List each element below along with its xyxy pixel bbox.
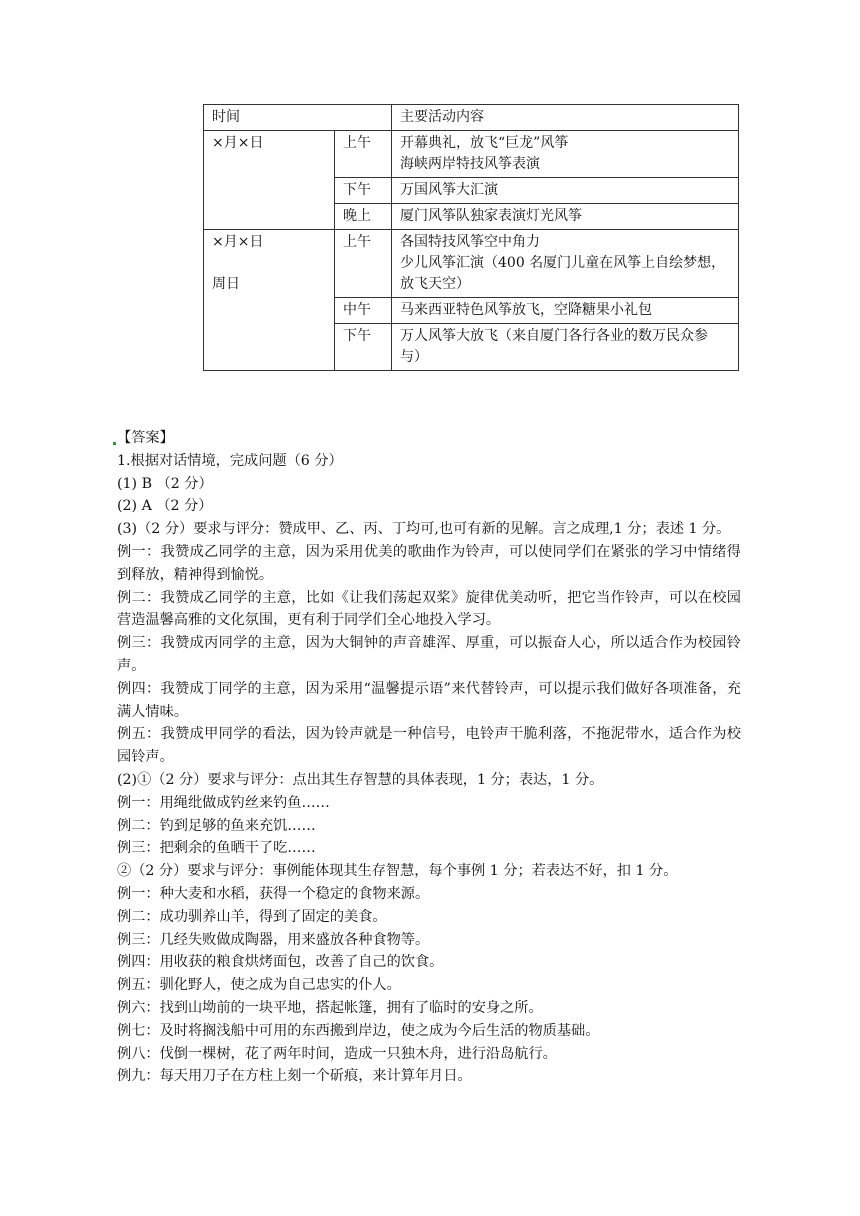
answer-paragraph: 例三：我赞成丙同学的主意，因为大铜钟的声音雄浑、厚重，可以振奋人心，所以适合作为校园铃声。: [117, 635, 741, 674]
activity-line: 开幕典礼，放飞“巨龙”风筝: [400, 135, 569, 151]
activity-line: 放飞天空）: [400, 276, 470, 292]
time-slot: 上午: [335, 131, 392, 178]
activity-line: 马来西亚特色风筝放飞，空降糖果小礼包: [400, 302, 652, 318]
activity-cell: [392, 324, 739, 371]
answer-paragraph: 例五：驯化野人，使之成为自己忠实的仆人。: [117, 977, 401, 994]
answer-paragraph: 例一：种大麦和水稻，获得一个稳定的食物来源。: [117, 885, 430, 902]
answer-heading-line: [117, 427, 741, 450]
day-date-cell: [204, 230, 335, 371]
answer-section: [117, 427, 741, 1088]
answer-paragraph: (3)（2 分）要求与评分：赞成甲、乙、丙、丁均可,也可有新的见解。言之成理,1 分；表述 1 分。: [117, 521, 731, 538]
answer-lines: [117, 450, 741, 1088]
header-content: 主要活动内容: [392, 105, 739, 131]
activity-cell: [392, 178, 739, 204]
activity-line: 少儿风筝汇演（400 名厦门儿童在风筝上自绘梦想，: [400, 255, 726, 271]
day-weekday: 周日: [212, 276, 240, 292]
answer-paragraph: 例三：把剩余的鱼晒干了吃……: [117, 840, 316, 857]
answer-paragraph: 例九：每天用刀子在方柱上刻一个斫痕，来计算年月日。: [117, 1068, 472, 1085]
answer-paragraph: 例一：我赞成乙同学的主意，因为采用优美的歌曲作为铃声，可以使同学们在紧张的学习中情绪得到释放，精神得到愉悦。: [117, 543, 741, 583]
answer-heading: 【答案】: [117, 430, 174, 446]
answer-paragraph: 例二：钓到足够的鱼来充饥……: [117, 817, 316, 834]
answer-paragraph: 例四：我赞成丁同学的主意，因为采用“温馨提示语”来代替铃声，可以提示我们做好各项准备，充满人情味。: [117, 680, 741, 720]
day-date: ×月×日: [212, 135, 264, 151]
activity-cell: [392, 204, 739, 230]
time-slot: 上午: [335, 230, 392, 298]
activity-cell: [392, 298, 739, 324]
activity-cell: [392, 230, 739, 298]
answer-paragraph: (2) A （2 分）: [117, 498, 213, 515]
time-slot: 中午: [335, 298, 392, 324]
activity-schedule-table: [203, 104, 739, 371]
answer-paragraph: (1) B （2 分）: [117, 475, 213, 492]
activity-line: 万人风筝大放飞（来自厦门各行各业的数万民众参: [400, 328, 708, 344]
answer-paragraph: 例五：我赞成甲同学的看法，因为铃声就是一种信号，电铃声干脆利落，不拖泥带水，适合作为校园铃声。: [117, 726, 741, 766]
activity-cell: [392, 131, 739, 178]
answer-paragraph: ②（2 分）要求与评分：事例能体现其生存智慧，每个事例 1 分；若表达不好，扣 1 分。: [117, 863, 678, 880]
header-time: 时间: [204, 105, 392, 131]
spacer: [212, 253, 328, 274]
answer-paragraph: 例六：找到山坳前的一块平地，搭起帐篷，拥有了临时的安身之所。: [117, 999, 543, 1016]
answer-paragraph: 例七：及时将搁浅船中可用的东西搬到岸边，使之成为今后生活的物质基础。: [117, 1022, 600, 1039]
table-header-row: [204, 105, 739, 131]
answer-paragraph: 例四：用收获的粮食烘烤面包，改善了自己的饮食。: [117, 954, 444, 971]
activity-line: 万国风筝大汇演: [400, 182, 498, 198]
answer-paragraph: 例一：用绳纰做成钓丝来钓鱼……: [117, 794, 330, 811]
activity-line: 各国特技风筝空中角力: [400, 234, 540, 250]
day-date: ×月×日: [212, 234, 264, 250]
answer-paragraph: 例八：伐倒一棵树，花了两年时间，造成一只独木舟，进行沿岛航行。: [117, 1045, 557, 1062]
activity-line: 厦门风筝队独家表演灯光风筝: [400, 208, 582, 224]
time-slot: 下午: [335, 178, 392, 204]
time-slot: 下午: [335, 324, 392, 371]
answer-paragraph: 例三：几经失败做成陶器，用来盛放各种食物等。: [117, 931, 430, 948]
table-row: [204, 131, 739, 178]
answer-paragraph: 例二：我赞成乙同学的主意，比如《让我们荡起双桨》旋律优美动听，把它当作铃声，可以在校园营造温馨高雅的文化氛围，更有利于同学们全心地投入学习。: [117, 589, 741, 629]
activity-line: 海峡两岸特技风筝表演: [400, 156, 540, 172]
activity-line: 与）: [400, 349, 428, 365]
answer-paragraph: 1.根据对话情境，完成问题（6 分）: [117, 452, 343, 469]
table-row: [204, 230, 739, 298]
answer-paragraph: (2)①（2 分）要求与评分：点出其生存智慧的具体表现，1 分；表达，1 分。: [117, 771, 604, 788]
paragraph-marker: [113, 442, 116, 445]
answer-paragraph: 例二：成功驯养山羊，得到了固定的美食。: [117, 908, 387, 925]
time-slot: 晚上: [335, 204, 392, 230]
day-date-cell: [204, 131, 335, 230]
